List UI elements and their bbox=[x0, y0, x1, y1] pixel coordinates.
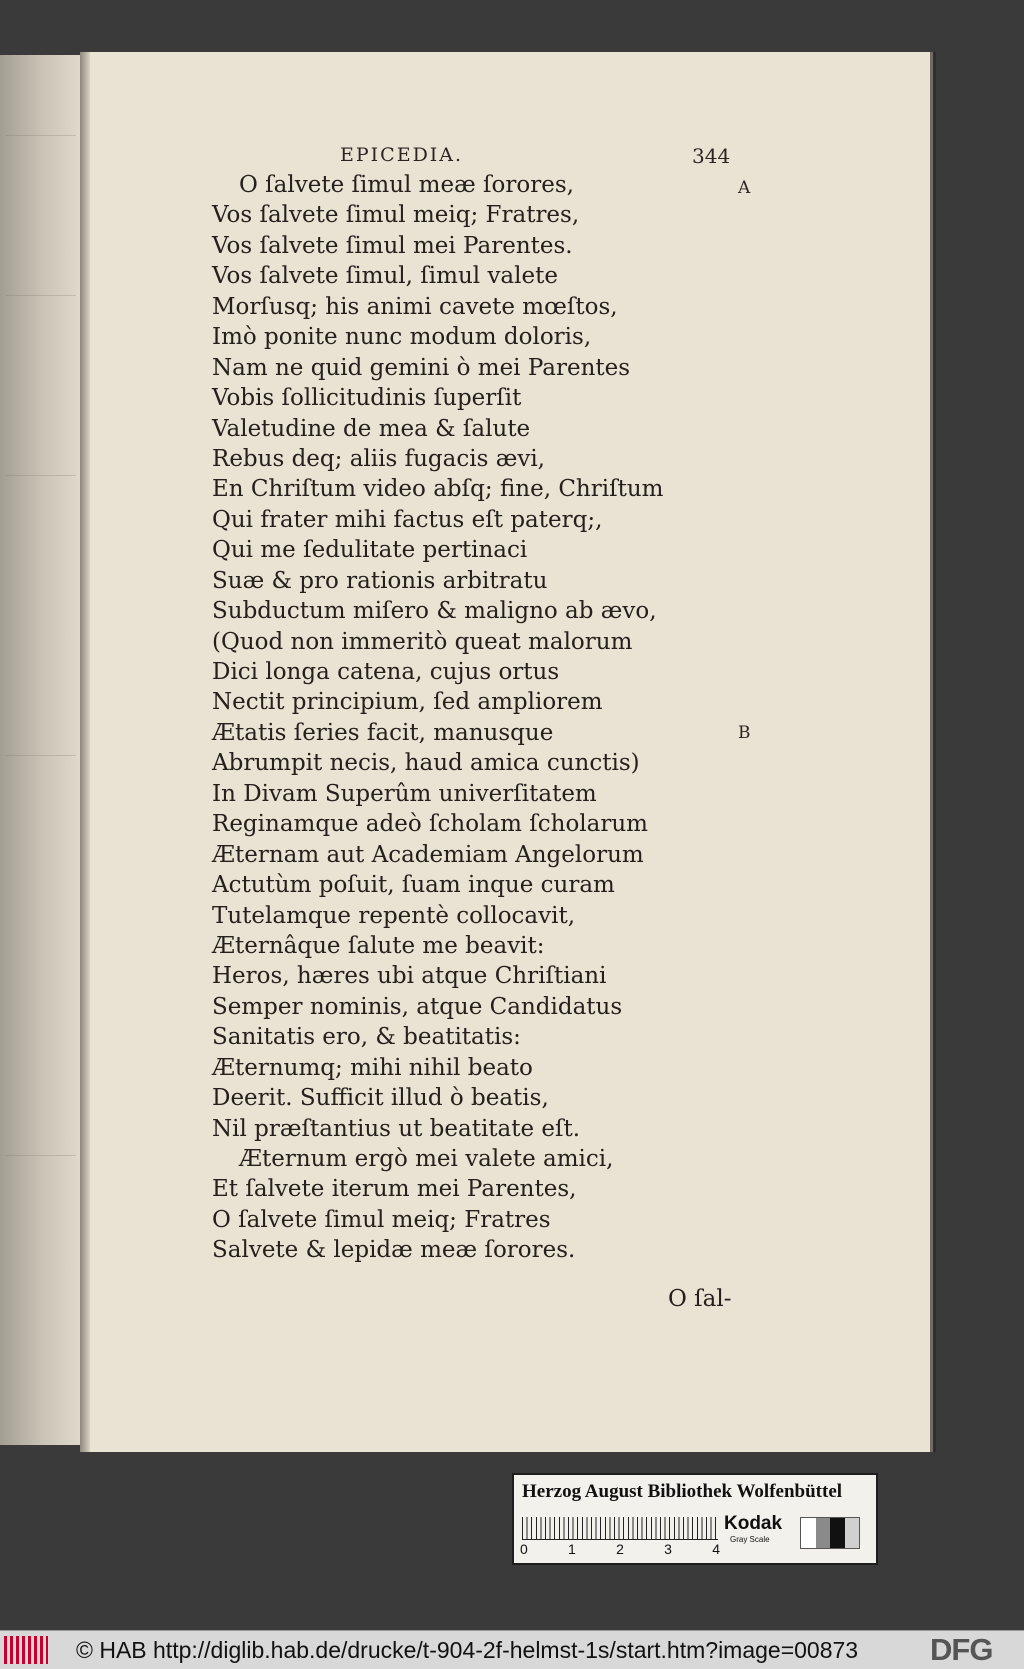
page-number: 344 bbox=[692, 144, 731, 168]
kodak-logo: Kodak bbox=[724, 1513, 783, 1534]
poem-line: Suæ & pro rationis arbitratu bbox=[212, 567, 548, 594]
ruler-number: 2 bbox=[616, 1541, 624, 1557]
poem-line: Morſusq; his animi cavete mœſtos, bbox=[212, 293, 618, 320]
poem-line: Et ſalvete iterum mei Parentes, bbox=[212, 1176, 577, 1203]
poem-line: Valetudine de mea & ſalute bbox=[212, 415, 531, 442]
catchword: O ſal- bbox=[668, 1286, 732, 1312]
poem-line: Salvete & lepidæ meæ ſorores. bbox=[212, 1237, 576, 1264]
poem-line: Vos ſalvete ſimul mei Parentes. bbox=[212, 232, 573, 259]
poem-line: Rebus deq; aliis fugacis ævi, bbox=[212, 445, 545, 472]
margin-letter-b: B bbox=[738, 723, 751, 743]
poem-line: Æternumq; mihi nihil beato bbox=[212, 1054, 533, 1081]
barcode-icon bbox=[4, 1636, 48, 1664]
gray-swatch bbox=[816, 1518, 831, 1548]
gray-swatches bbox=[800, 1517, 860, 1549]
poem-line: Nam ne quid gemini ò mei Parentes bbox=[212, 354, 631, 381]
poem-line: Nil præſtantius ut beatitate eſt. bbox=[212, 1115, 581, 1142]
poem-line: Qui frater mihi factus eſt paterq;, bbox=[212, 506, 603, 533]
poem-line: Heros, hæres ubi atque Chriſtiani bbox=[212, 963, 607, 990]
poem-line: Tutelamque repentè collocavit, bbox=[212, 902, 576, 929]
poem-line: Subductum miſero & maligno ab ævo, bbox=[212, 598, 657, 625]
poem-line: Deerit. Sufficit illud ò beatis, bbox=[212, 1085, 549, 1112]
library-name: Herzog August Bibliothek Wolfenbüttel bbox=[522, 1481, 843, 1502]
ruler-numbers bbox=[520, 1541, 720, 1557]
poem-line: Æternam aut Academiam Angelorum bbox=[212, 841, 644, 868]
poem-line: Abrumpit necis, haud amica cunctis) bbox=[212, 750, 640, 777]
poem-text bbox=[212, 170, 672, 1266]
ruler-number: 4 bbox=[712, 1541, 720, 1557]
ruler-scale bbox=[522, 1517, 718, 1540]
poem-line: Vos ſalvete ſimul meiq; Fratres, bbox=[212, 202, 580, 229]
facing-page-edge bbox=[0, 55, 86, 1445]
ruler-number: 3 bbox=[664, 1541, 672, 1557]
gray-swatch bbox=[801, 1518, 816, 1548]
poem-line: Sanitatis ero, & beatitatis: bbox=[212, 1024, 521, 1051]
poem-line: In Divam Superûm univerſitatem bbox=[212, 780, 597, 807]
poem-line: En Chriſtum video abſq; fine, Chriſtum bbox=[212, 476, 664, 503]
ruler-number: 0 bbox=[520, 1541, 528, 1557]
gray-swatch bbox=[830, 1518, 845, 1548]
poem-line: O ſalvete ſimul meæ ſorores, bbox=[239, 172, 574, 198]
poem-line: Vobis ſollicitudinis ſuperſit bbox=[212, 385, 522, 412]
page-gutter bbox=[80, 52, 90, 1452]
library-color-scale-label bbox=[512, 1473, 878, 1565]
poem-line: Æternum ergò mei valete amici, bbox=[239, 1146, 614, 1172]
footer-link[interactable]: © HAB http://diglib.hab.de/drucke/t-904-2f-helmst-1s/start.htm?image=00873 bbox=[76, 1637, 859, 1663]
poem-line: O ſalvete ſimul meiq; Fratres bbox=[212, 1206, 551, 1233]
margin-letter-a: A bbox=[738, 178, 751, 198]
poem-line: Actutùm poſuit, ſuam inque curam bbox=[212, 872, 615, 899]
poem-line: Æternâque ſalute me beavit: bbox=[212, 932, 545, 959]
poem-line: Semper nominis, atque Candidatus bbox=[212, 993, 623, 1020]
dfg-logo: DFG bbox=[930, 1632, 993, 1667]
poem-line: Ætatis ſeries facit, manusque bbox=[212, 719, 554, 746]
poem-line: Reginamque adeò ſcholam ſcholarum bbox=[212, 811, 648, 838]
gray-scale-caption: Gray Scale bbox=[730, 1535, 770, 1544]
poem-line: Nectit principium, ſed ampliorem bbox=[212, 689, 603, 716]
poem-line: (Quod non immeritò queat malorum bbox=[212, 628, 633, 655]
poem-line: Qui me ſedulitate pertinaci bbox=[212, 537, 528, 564]
running-title: EPICEDIA. bbox=[340, 144, 464, 166]
poem-line: Dici longa catena, cujus ortus bbox=[212, 659, 560, 685]
ruler-number: 1 bbox=[568, 1541, 576, 1557]
gray-swatch bbox=[845, 1518, 860, 1548]
footer-bar bbox=[0, 1630, 1024, 1669]
poem-line: Vos ſalvete ſimul, ſimul valete bbox=[212, 263, 558, 290]
poem-line: Imò ponite nunc modum doloris, bbox=[212, 324, 592, 351]
